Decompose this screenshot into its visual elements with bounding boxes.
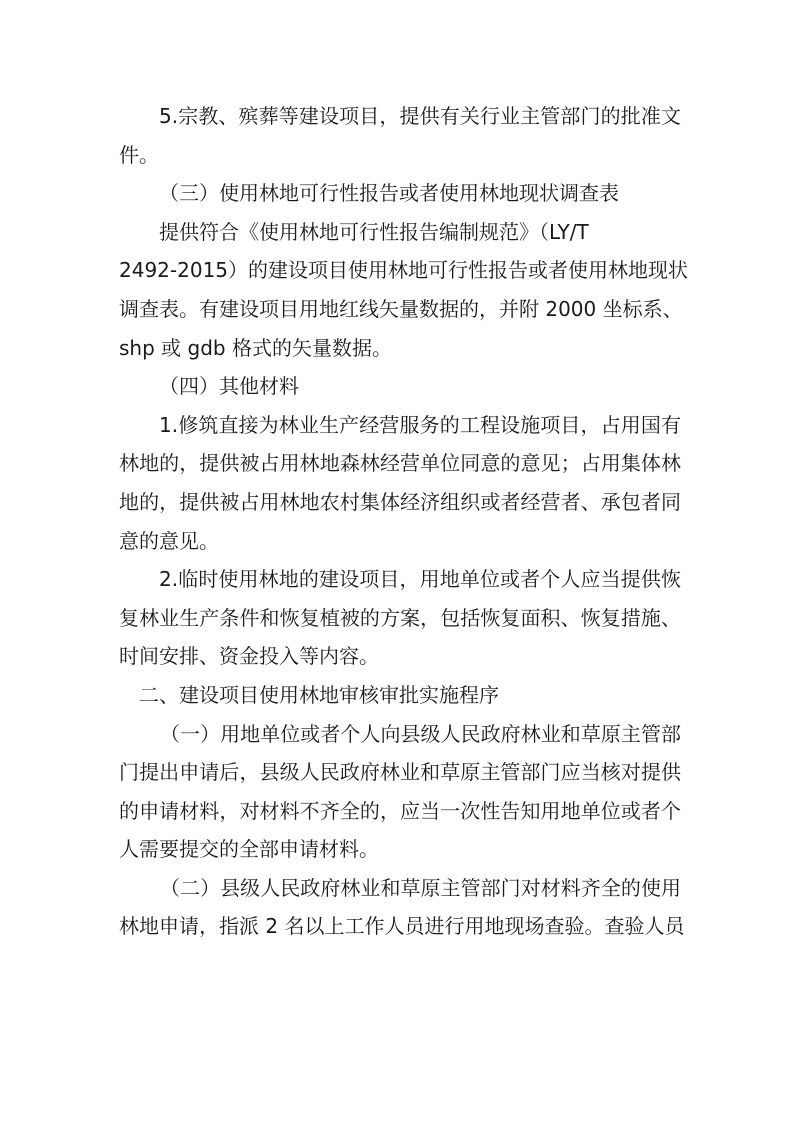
paragraph-feasibility-report	[119, 213, 689, 367]
document-body	[119, 97, 689, 946]
paragraph-procedure-2	[119, 869, 685, 946]
text-line: 时间安排、资金投入等内容。	[119, 644, 379, 669]
text-line: 人需要提交的全部申请材料。	[119, 837, 379, 862]
text-line: 提供符合《使用林地可行性报告编制规范》（LY/T	[159, 219, 589, 244]
section-heading-3	[119, 174, 681, 213]
text-line: 复林业生产条件和恢复植被的方案，包括恢复面积、恢复措施、	[119, 605, 681, 630]
text-line: 林地的，提供被占用林地森林经营单位同意的意见；占用集体林	[119, 451, 681, 476]
text-line: （二）县级人民政府林业和草原主管部门对材料齐全的使用	[160, 875, 681, 900]
text-line: 二、建设项目使用林地审核审批实施程序	[139, 682, 499, 707]
text-line: 2492-2015）的建设项目使用林地可行性报告或者使用林地现状	[119, 258, 689, 283]
paragraph-forestry-facilities	[119, 406, 681, 560]
text-line: 1.修筑直接为林业生产经营服务的工程设施项目，占用国有	[159, 412, 681, 437]
text-line: 2.临时使用林地的建设项目，用地单位或者个人应当提供恢	[159, 567, 681, 592]
text-line: 门提出申请后，县级人民政府林业和草原主管部门应当核对提供	[119, 760, 681, 785]
section-heading-procedure	[119, 676, 681, 715]
text-line: （四）其他材料	[159, 374, 299, 399]
text-line: 调查表。有建设项目用地红线矢量数据的，并附 2000 坐标系、	[119, 296, 683, 321]
text-line: 地的，提供被占用林地农村集体经济组织或者经营者、承包者同	[119, 489, 681, 514]
text-line: 件。	[119, 142, 159, 167]
paragraph-procedure-1	[119, 715, 681, 869]
text-line: （三）使用林地可行性报告或者使用林地现状调查表	[159, 181, 619, 206]
paragraph-temporary-use	[119, 560, 681, 676]
text-line: （一）用地单位或者个人向县级人民政府林业和草原主管部	[160, 721, 681, 746]
text-line: 意的意见。	[119, 528, 219, 553]
paragraph-religion-funeral	[119, 97, 681, 174]
text-line: 的申请材料，对材料不齐全的，应当一次性告知用地单位或者个	[119, 798, 681, 823]
text-line: 林地申请，指派 2 名以上工作人员进行用地现场查验。查验人员	[119, 914, 685, 939]
section-heading-4	[119, 367, 681, 406]
text-line: 5.宗教、殡葬等建设项目，提供有关行业主管部门的批准文	[159, 104, 681, 128]
text-line: shp 或 gdb 格式的矢量数据。	[119, 335, 392, 360]
